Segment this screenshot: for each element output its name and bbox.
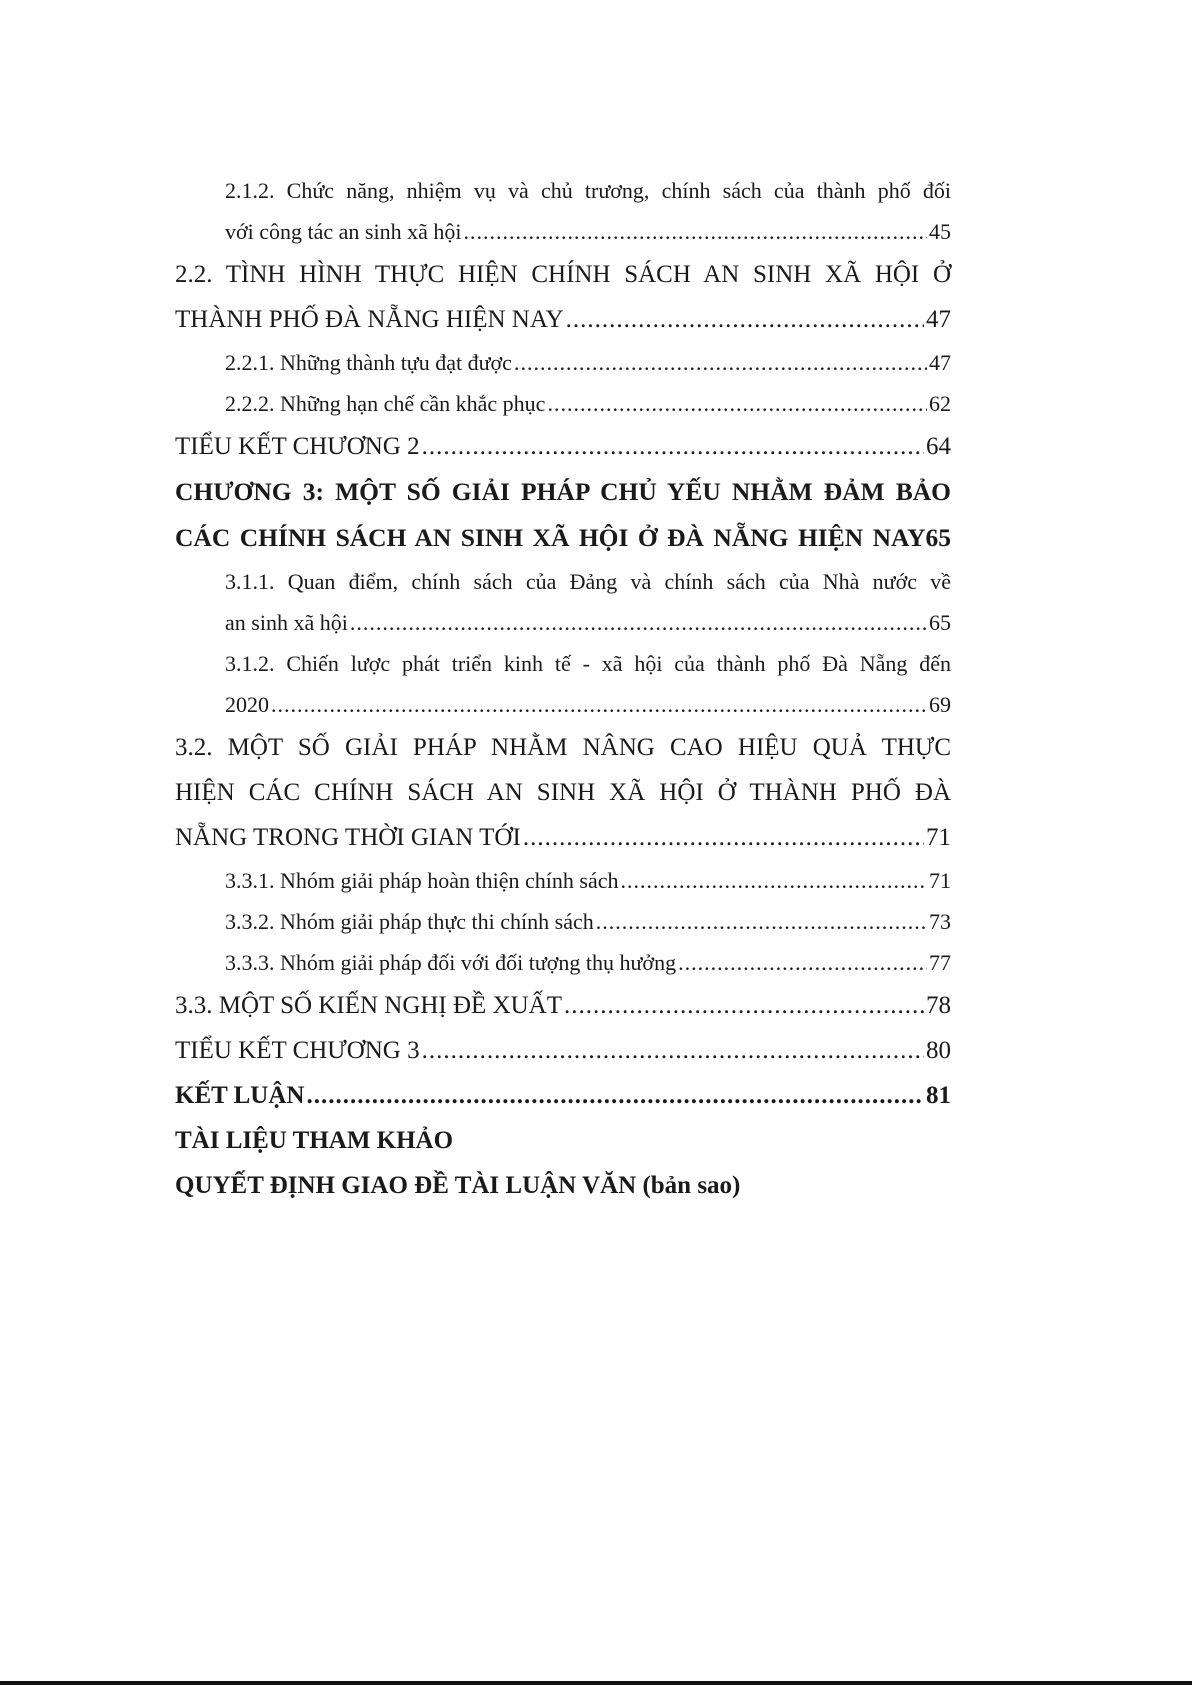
toc-entry-chapter-2-summary[interactable]: [175, 424, 951, 469]
toc-entry-text: CHƯƠNG 3: MỘT SỐ GIẢI PHÁP CHỦ YẾU NHẰM ĐẢM BẢO: [175, 477, 951, 506]
toc-entry-text: 2.2.1. Những thành tựu đạt được: [225, 350, 512, 375]
toc-page-number: 71: [926, 824, 951, 851]
toc-entry-text: QUYẾT ĐỊNH GIAO ĐỀ TÀI LUẬN VĂN (bản sao): [175, 1172, 741, 1199]
toc-entry-text: 3.3. MỘT SỐ KIẾN NGHỊ ĐỀ XUẤT: [175, 992, 563, 1019]
dot-leader: [514, 342, 927, 383]
toc-entry-conclusion[interactable]: [175, 1073, 951, 1118]
toc-page-number: 80: [926, 1037, 951, 1064]
page-bottom-border: [0, 1681, 1192, 1685]
toc-entry-text: 2.1.2. Chức năng, nhiệm vụ và chủ trương, chính sách của thành phố đối: [225, 178, 951, 203]
toc-entry-decision-copy[interactable]: [175, 1163, 951, 1208]
toc-page-number: 69: [929, 692, 951, 717]
toc-page-number: 77: [929, 950, 951, 975]
toc-entry-3-3-1[interactable]: [175, 860, 951, 901]
toc-page-number: 45: [929, 219, 951, 244]
dot-leader: [566, 297, 924, 342]
toc-entry-2-2-2[interactable]: [175, 383, 951, 424]
dot-leader: [523, 815, 924, 860]
toc-page-number: 62: [929, 391, 951, 416]
toc-entry-text: TÀI LIỆU THAM KHẢO: [175, 1127, 454, 1154]
toc-entry-text: 3.1.2. Chiến lược phát triển kinh tế - xã hội của thành phố Đà Nẵng đến: [225, 651, 951, 676]
toc-entry-text: 2.2.2. Những hạn chế cần khắc phục: [225, 391, 546, 416]
toc-page-number: 73: [929, 909, 951, 934]
toc-entry-text: 3.2. MỘT SỐ GIẢI PHÁP NHẰM NÂNG CAO HIỆU QUẢ THỰC: [175, 734, 951, 761]
toc-entry-3-2[interactable]: [175, 725, 951, 860]
dot-leader: [596, 901, 927, 942]
toc-entry-3-1-2[interactable]: [175, 643, 951, 725]
toc-entry-text: TIỂU KẾT CHƯƠNG 2: [175, 433, 420, 460]
dot-leader: [271, 684, 927, 725]
toc-entry-3-3[interactable]: [175, 983, 951, 1028]
toc-entry-2-2-1[interactable]: [175, 342, 951, 383]
dot-leader: [620, 860, 927, 901]
toc-entry-chapter-3-summary[interactable]: [175, 1028, 951, 1073]
dot-leader: [306, 1073, 924, 1118]
toc-entry-text: an sinh xã hội: [225, 610, 348, 635]
toc-entry-text: 3.1.1. Quan điểm, chính sách của Đảng và chính sách của Nhà nước về: [225, 569, 951, 594]
dot-leader: [422, 424, 924, 469]
toc-entry-3-3-2[interactable]: [175, 901, 951, 942]
table-of-contents: [175, 170, 951, 1208]
toc-entry-2-2[interactable]: [175, 252, 951, 342]
toc-entry-text: 2.2. TÌNH HÌNH THỰC HIỆN CHÍNH SÁCH AN SINH XÃ HỘI Ở: [175, 261, 951, 288]
toc-entry-text: CÁC CHÍNH SÁCH AN SINH XÃ HỘI Ở ĐÀ NẴNG HIỆN NAY65: [175, 523, 951, 552]
toc-entry-text: 3.3.3. Nhóm giải pháp đối với đối tượng thụ hưởng: [225, 950, 677, 975]
toc-entry-text: NẴNG TRONG THỜI GIAN TỚI: [175, 824, 521, 851]
dot-leader: [547, 383, 927, 424]
toc-entry-text: HIỆN CÁC CHÍNH SÁCH AN SINH XÃ HỘI Ở THÀNH PHỐ ĐÀ: [175, 779, 951, 806]
toc-entry-text: 3.3.1. Nhóm giải pháp hoàn thiện chính sách: [225, 868, 619, 893]
toc-page-number: 65: [929, 610, 951, 635]
toc-entry-text: TIỂU KẾT CHƯƠNG 3: [175, 1037, 420, 1064]
toc-page-number: 78: [926, 992, 951, 1019]
toc-entry-text: KẾT LUẬN: [175, 1082, 305, 1109]
toc-entry-text: với công tác an sinh xã hội: [225, 219, 462, 244]
dot-leader: [678, 942, 927, 983]
dot-leader: [350, 602, 927, 643]
toc-entry-text: 2020: [225, 692, 269, 717]
toc-page-number: 71: [929, 868, 951, 893]
dot-leader: [422, 1028, 924, 1073]
toc-entry-3-3-3[interactable]: [175, 942, 951, 983]
toc-page-number: 64: [926, 433, 951, 460]
dot-leader: [564, 983, 924, 1028]
toc-entry-chapter-3[interactable]: [175, 469, 951, 561]
toc-entry-text: 3.3.2. Nhóm giải pháp thực thi chính sách: [225, 909, 594, 934]
toc-page-number: 47: [926, 306, 951, 333]
toc-entry-references[interactable]: [175, 1118, 951, 1163]
toc-entry-3-1-1[interactable]: [175, 561, 951, 643]
toc-page-number: 47: [929, 350, 951, 375]
toc-entry-2-1-2[interactable]: [175, 170, 951, 252]
toc-page-number: 81: [926, 1082, 951, 1109]
dot-leader: [463, 211, 927, 252]
toc-entry-text: THÀNH PHỐ ĐÀ NẴNG HIỆN NAY: [175, 306, 564, 333]
